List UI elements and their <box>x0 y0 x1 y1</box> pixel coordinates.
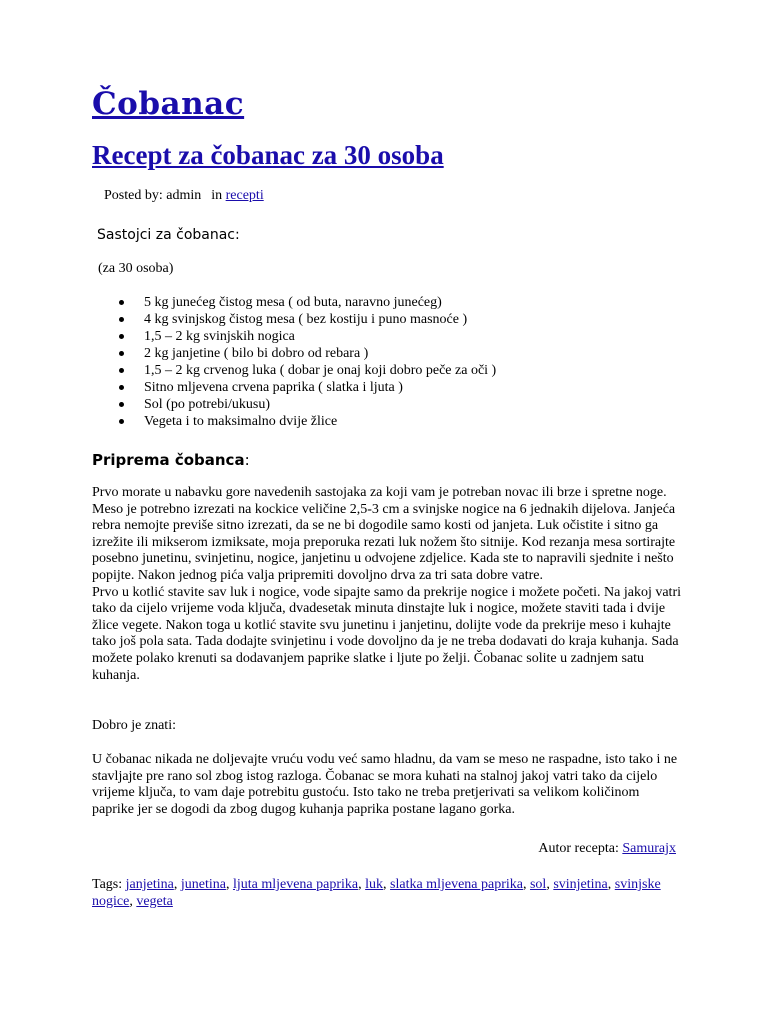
ingredients-heading-colon: : <box>235 227 240 243</box>
serving-note: (za 30 osoba) <box>98 261 174 276</box>
paragraph-3: U čobanac nikada ne doljevajte vruću vodu već samo hladnu, da vam se meso ne raspadne, isto tako i ne stavljajte pre rano sol zbog istog razloga. Čobanac se mora kuhati na stalnoj jakoj vatri tako da cijelo vrijeme ključa, to vam daje potrebitu gustoću. Isto tako ne treba pretjerivati sa velikom količinom paprike jer se dogodi da zbog dugog kuhanja paprika postane lagano gorka. <box>92 752 678 817</box>
preparation-heading <box>92 451 250 469</box>
tag-link[interactable]: junetina <box>180 877 226 892</box>
good-to-know-label: Dobro je znati: <box>92 718 176 733</box>
posted-by-label: Posted by: <box>104 188 163 203</box>
post-title-link[interactable]: Recept za čobanac za 30 osoba <box>92 140 444 170</box>
list-item: 1,5 – 2 kg svinjskih nogica <box>144 328 496 345</box>
site-title-link[interactable]: Čobanac <box>92 86 245 122</box>
tag-link[interactable]: vegeta <box>136 894 173 909</box>
tag-link[interactable]: ljuta mljevena paprika <box>232 877 359 892</box>
post-title <box>92 140 444 171</box>
list-item: Sol (po potrebi/ukusu) <box>144 396 496 413</box>
tag-link[interactable]: svinjske nogice <box>92 877 661 909</box>
category-link[interactable]: recepti <box>225 188 264 203</box>
preparation-text <box>92 485 682 684</box>
tag-link[interactable]: luk <box>365 877 384 892</box>
list-item: 4 kg svinjskog čistog mesa ( bez kostiju i puno masnoće ) <box>144 311 496 328</box>
post-author: admin <box>166 188 202 203</box>
recipe-author-link[interactable]: Samurajx <box>622 841 676 856</box>
site-title <box>92 86 244 122</box>
list-item: 1,5 – 2 kg crvenog luka ( dobar je onaj koji dobro peče za oči ) <box>144 363 497 378</box>
paragraph-1: Prvo morate u nabavku gore navedenih sastojaka za koji vam je potreban novac ili brze i spretne noge. Meso je potrebno izrezati na kockice veličine 2,5-3 cm a svinjske nogice na 6 jednakih dijelova. Janjeća rebra nemojte previše sitno izrezati, da se ne bi dogodile samo kosti od janjeta. Luk očistite i sitno ga izrežite ili mikserom izmiksate, moja preporuka rezati luk nožem što sitnije. Kod rezanja mesa sortirajte posebno junetinu, svinjetinu, nogice, janjetinu u odvojene zdjelice. Kada ste to napravili sjednite i nešto popijte. Nakon jednog pića valja pripremiti dovoljno drva za tri sata dobre vatre. <box>92 485 676 583</box>
ingredients-heading <box>97 227 240 243</box>
preparation-heading-text: Priprema čobanca <box>92 451 245 469</box>
tag-link[interactable]: svinjetina <box>553 877 608 892</box>
preparation-heading-colon: : <box>244 451 250 469</box>
ingredients-heading-text: Sastojci za čobanac <box>97 227 235 243</box>
recipe-author <box>538 841 676 857</box>
tags-label: Tags: <box>92 877 123 892</box>
list-item: 5 kg junećeg čistog mesa ( od buta, naravno junećeg) <box>144 294 496 311</box>
list-item: 2 kg janjetine ( bilo bi dobro od rebara ) <box>144 345 496 362</box>
ingredients-list <box>144 294 496 430</box>
in-label: in <box>211 188 223 203</box>
post-meta <box>104 188 264 204</box>
list-item: Sitno mljevena crvena paprika ( slatka i ljuta ) <box>144 379 496 396</box>
tag-link[interactable]: janjetina <box>125 877 174 892</box>
paragraph-2: Prvo u kotlić stavite sav luk i nogice, vode sipajte samo da prekrije nogice i možete početi. Na jakoj vatri tako da cijelo vrijeme voda ključa, dvadesetak minuta dinstajte luk i nogice, možete staviti tada i dvije žlice vegete. Nakon toga u kotlić stavite svu junetinu i janjetinu, dolijte vode da prekrije meso i kuhajte tako još pola sata. Tada dodajte svinjetinu i vode dovoljno da je ne treba dodavati do kraja kuhanja. Sada možete polako krenuti sa dodavanjem paprike slatke i ljute po želji. Čobanac solite u zadnjem satu kuhanja. <box>92 584 681 683</box>
tag-link[interactable]: slatka mljevena paprika <box>390 877 523 892</box>
tags: Tags: janjetina, junetina, ljuta mljevena paprika, luk, slatka mljevena paprika, sol, svinjetina, svinjske nogice, vegeta <box>92 877 661 909</box>
recipe-author-label: Autor recepta: <box>538 841 619 856</box>
tag-link[interactable]: sol <box>529 877 547 892</box>
list-item: Vegeta i to maksimalno dvije žlice <box>144 413 496 430</box>
